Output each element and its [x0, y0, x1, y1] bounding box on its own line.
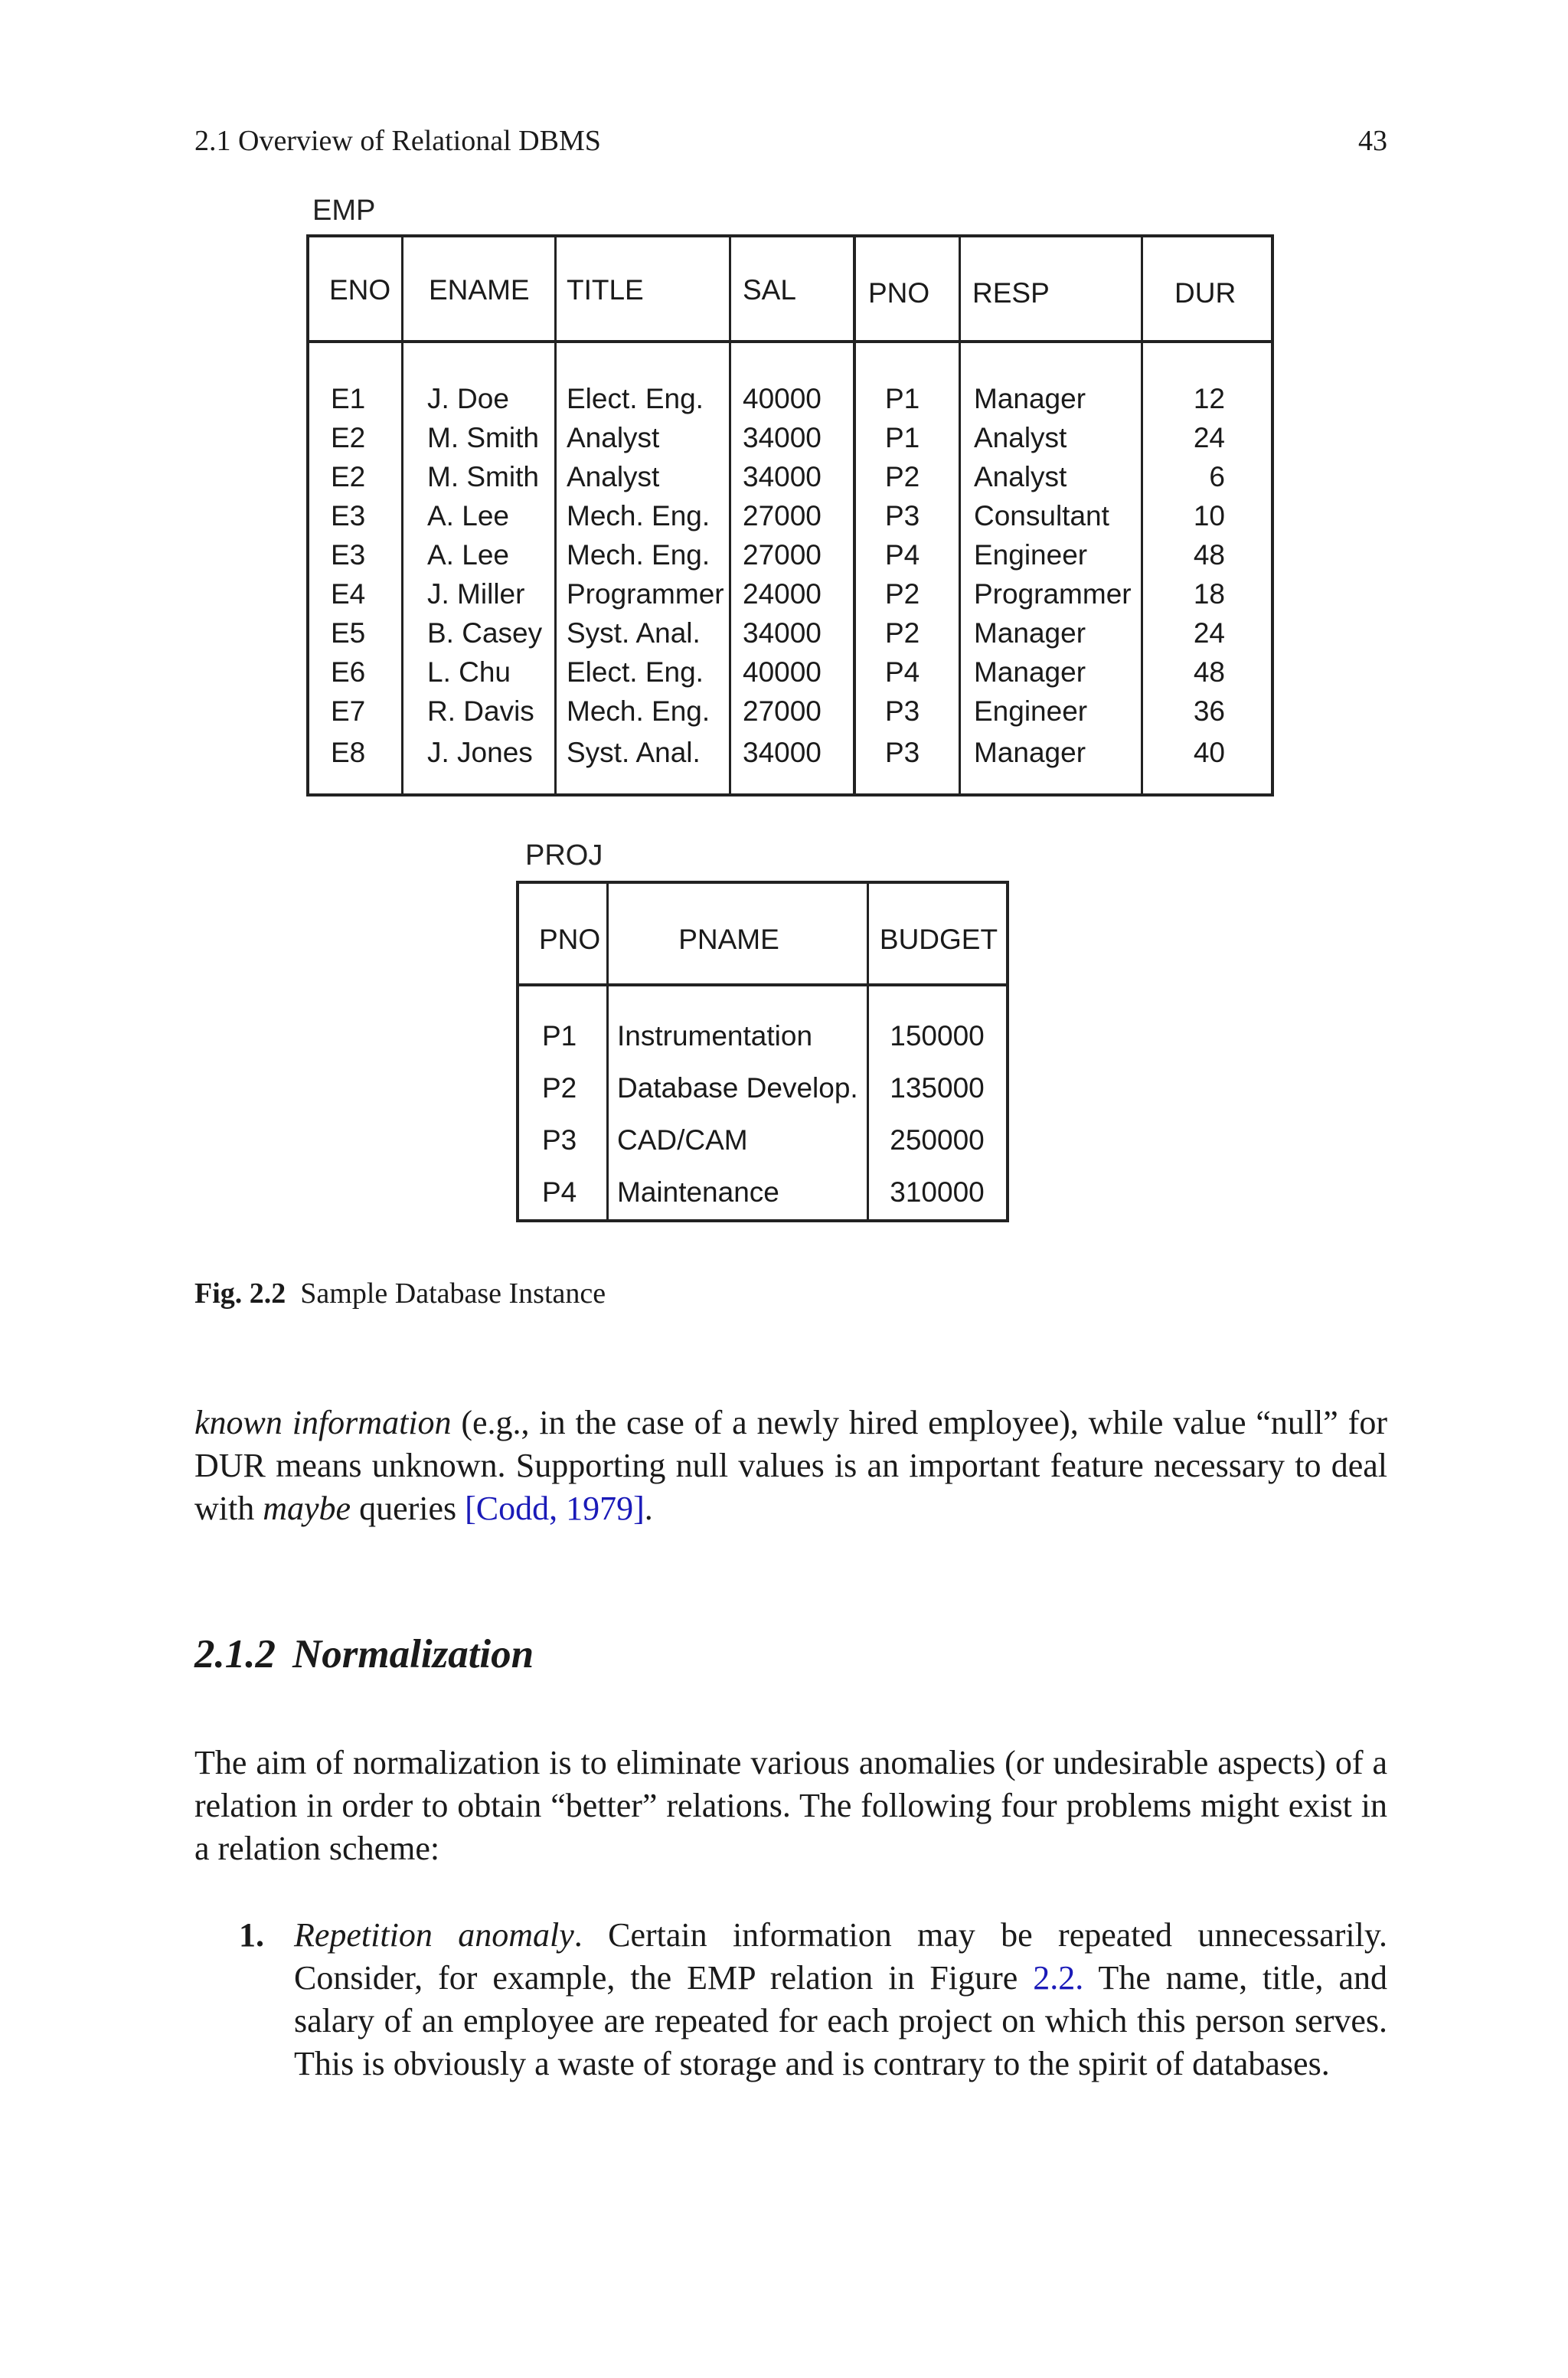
emp-cell-eno: E1	[331, 383, 366, 414]
proj-col-divider	[606, 884, 609, 1219]
emp-cell-ename: A. Lee	[427, 500, 509, 532]
proj-cell-pno: P2	[542, 1072, 577, 1104]
emp-cell-eno: E8	[331, 737, 366, 768]
emp-cell-resp: Manager	[974, 617, 1086, 649]
emp-table-title: EMP	[312, 195, 376, 227]
paragraph-text: (e.g., in the case of a newly hired employee), while value “null” for DUR means unknown. Supporting null values is an important feature necessary to deal with	[194, 1404, 1387, 1527]
emp-cell-resp: Analyst	[974, 461, 1067, 492]
emp-cell-title: Analyst	[567, 461, 660, 492]
emp-cell-sal: 34000	[743, 422, 822, 453]
section-heading	[194, 1631, 534, 1677]
emp-cell-ename: M. Smith	[427, 461, 539, 492]
emp-cell-title: Elect. Eng.	[567, 383, 704, 414]
proj-table-title: PROJ	[525, 839, 603, 872]
proj-cell-budget: 150000	[890, 1020, 985, 1052]
emp-header-eno: ENO	[329, 274, 391, 306]
italic-known-information: known information	[194, 1404, 452, 1441]
running-head	[194, 124, 1387, 158]
emp-cell-resp: Manager	[974, 383, 1086, 414]
paragraph-normalization-aim: The aim of normalization is to eliminate various anomalies (or undesirable aspects) of a relation in order to obtain “better” relations. The following four problems might exist in a relation scheme:	[194, 1744, 1387, 1867]
paragraph-text: .	[644, 1490, 653, 1527]
emp-cell-dur: 10	[1193, 500, 1225, 532]
emp-cell-ename: M. Smith	[427, 422, 539, 453]
emp-cell-sal: 34000	[743, 737, 822, 768]
emp-cell-eno: E3	[331, 500, 366, 532]
emp-col-divider	[554, 237, 557, 793]
emp-cell-sal: 27000	[743, 695, 822, 727]
emp-cell-pno: P2	[885, 578, 920, 610]
emp-col-divider	[401, 237, 403, 793]
emp-cell-ename: A. Lee	[427, 539, 509, 571]
emp-relation-divider	[853, 237, 856, 793]
proj-header-divider	[519, 983, 1006, 986]
emp-cell-ename: L. Chu	[427, 656, 511, 688]
proj-cell-pno: P4	[542, 1176, 577, 1208]
proj-header-pname: PNAME	[678, 924, 779, 955]
emp-header-resp: RESP	[972, 277, 1050, 309]
list-item-body: The name, title, and salary of an employee are repeated for each project on which this person serves. This is obviously a waste of storage and is contrary to the spirit of databases.	[294, 1959, 1387, 2082]
emp-cell-eno: E5	[331, 617, 366, 649]
emp-cell-eno: E7	[331, 695, 366, 727]
proj-cell-pname: Database Develop.	[617, 1072, 858, 1104]
section-number: 2.1.2	[194, 1632, 276, 1676]
section-title: Normalization	[292, 1632, 534, 1676]
emp-cell-resp: Engineer	[974, 695, 1088, 727]
proj-table	[516, 881, 1009, 1222]
emp-cell-sal: 27000	[743, 539, 822, 571]
emp-col-divider	[729, 237, 731, 793]
proj-cell-pname: CAD/CAM	[617, 1124, 748, 1156]
emp-cell-title: Elect. Eng.	[567, 656, 704, 688]
emp-cell-sal: 40000	[743, 656, 822, 688]
proj-cell-pno: P1	[542, 1020, 577, 1052]
proj-col-divider	[867, 884, 869, 1219]
emp-header-title: TITLE	[567, 274, 644, 306]
emp-cell-pno: P4	[885, 656, 920, 688]
emp-cell-dur: 12	[1193, 383, 1225, 414]
emp-cell-ename: J. Doe	[427, 383, 509, 414]
emp-cell-ename: R. Davis	[427, 695, 534, 727]
emp-cell-dur: 40	[1193, 737, 1225, 768]
emp-cell-eno: E4	[331, 578, 366, 610]
emp-cell-sal: 24000	[743, 578, 822, 610]
paragraph-text: queries	[351, 1490, 466, 1527]
emp-cell-sal: 34000	[743, 617, 822, 649]
proj-cell-budget: 310000	[890, 1176, 985, 1208]
list-item-body: . Certain information may be repeated unnecessarily. Consider, for example, the EMP relation in Figure	[294, 1916, 1388, 1997]
emp-header-dur: DUR	[1174, 277, 1236, 309]
emp-cell-eno: E6	[331, 656, 366, 688]
emp-table	[306, 234, 1274, 796]
emp-cell-pno: P3	[885, 500, 920, 532]
proj-header-budget: BUDGET	[879, 924, 998, 955]
emp-cell-ename: J. Jones	[427, 737, 533, 768]
emp-cell-pno: P2	[885, 617, 920, 649]
proj-cell-budget: 250000	[890, 1124, 985, 1156]
emp-cell-title: Analyst	[567, 422, 660, 453]
proj-cell-budget: 135000	[890, 1072, 985, 1104]
proj-cell-pname: Instrumentation	[617, 1020, 813, 1052]
emp-cell-resp: Programmer	[974, 578, 1132, 610]
emp-cell-dur: 36	[1193, 695, 1225, 727]
figure-caption	[194, 1277, 606, 1310]
emp-cell-title: Programmer	[567, 578, 724, 610]
citation-codd-1979[interactable]: [Codd, 1979]	[465, 1490, 645, 1527]
emp-col-divider	[959, 237, 961, 793]
emp-cell-title: Syst. Anal.	[567, 617, 701, 649]
emp-cell-dur: 18	[1193, 578, 1225, 610]
emp-cell-sal: 40000	[743, 383, 822, 414]
emp-cell-dur: 6	[1209, 461, 1225, 492]
emp-cell-eno: E2	[331, 461, 366, 492]
emp-cell-dur: 48	[1193, 656, 1225, 688]
emp-cell-pno: P3	[885, 737, 920, 768]
emp-cell-dur: 24	[1193, 422, 1225, 453]
emp-cell-pno: P1	[885, 383, 920, 414]
emp-cell-dur: 24	[1193, 617, 1225, 649]
emp-cell-sal: 27000	[743, 500, 822, 532]
emp-cell-resp: Manager	[974, 656, 1086, 688]
page-number: 43	[1358, 125, 1387, 157]
list-item-text	[294, 1914, 1387, 2085]
paragraph-null-values	[194, 1402, 1387, 1530]
emp-header-ename: ENAME	[429, 274, 530, 306]
running-head-section: 2.1 Overview of Relational DBMS	[194, 125, 601, 157]
figure-label: Fig. 2.2	[194, 1277, 286, 1310]
emp-cell-pno: P3	[885, 695, 920, 727]
emp-header-divider	[309, 340, 1271, 343]
emp-col-divider	[1141, 237, 1143, 793]
emp-cell-resp: Consultant	[974, 500, 1109, 532]
emp-cell-resp: Manager	[974, 737, 1086, 768]
emp-cell-pno: P2	[885, 461, 920, 492]
emp-cell-sal: 34000	[743, 461, 822, 492]
emp-cell-resp: Analyst	[974, 422, 1067, 453]
proj-cell-pno: P3	[542, 1124, 577, 1156]
list-item-number: 1.	[239, 1916, 264, 1954]
figure-text: Sample Database Instance	[300, 1277, 606, 1310]
emp-cell-ename: J. Miller	[427, 578, 525, 610]
emp-cell-pno: P4	[885, 539, 920, 571]
emp-header-sal: SAL	[743, 274, 796, 306]
list-item-title: Repetition anomaly	[294, 1916, 574, 1954]
emp-header-pno: PNO	[868, 277, 930, 309]
emp-cell-dur: 48	[1193, 539, 1225, 571]
emp-cell-title: Mech. Eng.	[567, 695, 710, 727]
italic-maybe: maybe	[263, 1490, 351, 1527]
emp-cell-title: Mech. Eng.	[567, 500, 710, 532]
emp-cell-eno: E2	[331, 422, 366, 453]
emp-cell-pno: P1	[885, 422, 920, 453]
emp-cell-title: Syst. Anal.	[567, 737, 701, 768]
emp-cell-title: Mech. Eng.	[567, 539, 710, 571]
emp-cell-ename: B. Casey	[427, 617, 543, 649]
emp-cell-eno: E3	[331, 539, 366, 571]
figure-reference-link[interactable]: 2.2.	[1033, 1959, 1084, 1997]
emp-cell-resp: Engineer	[974, 539, 1088, 571]
proj-cell-pname: Maintenance	[617, 1176, 779, 1208]
proj-header-pno: PNO	[539, 924, 601, 955]
